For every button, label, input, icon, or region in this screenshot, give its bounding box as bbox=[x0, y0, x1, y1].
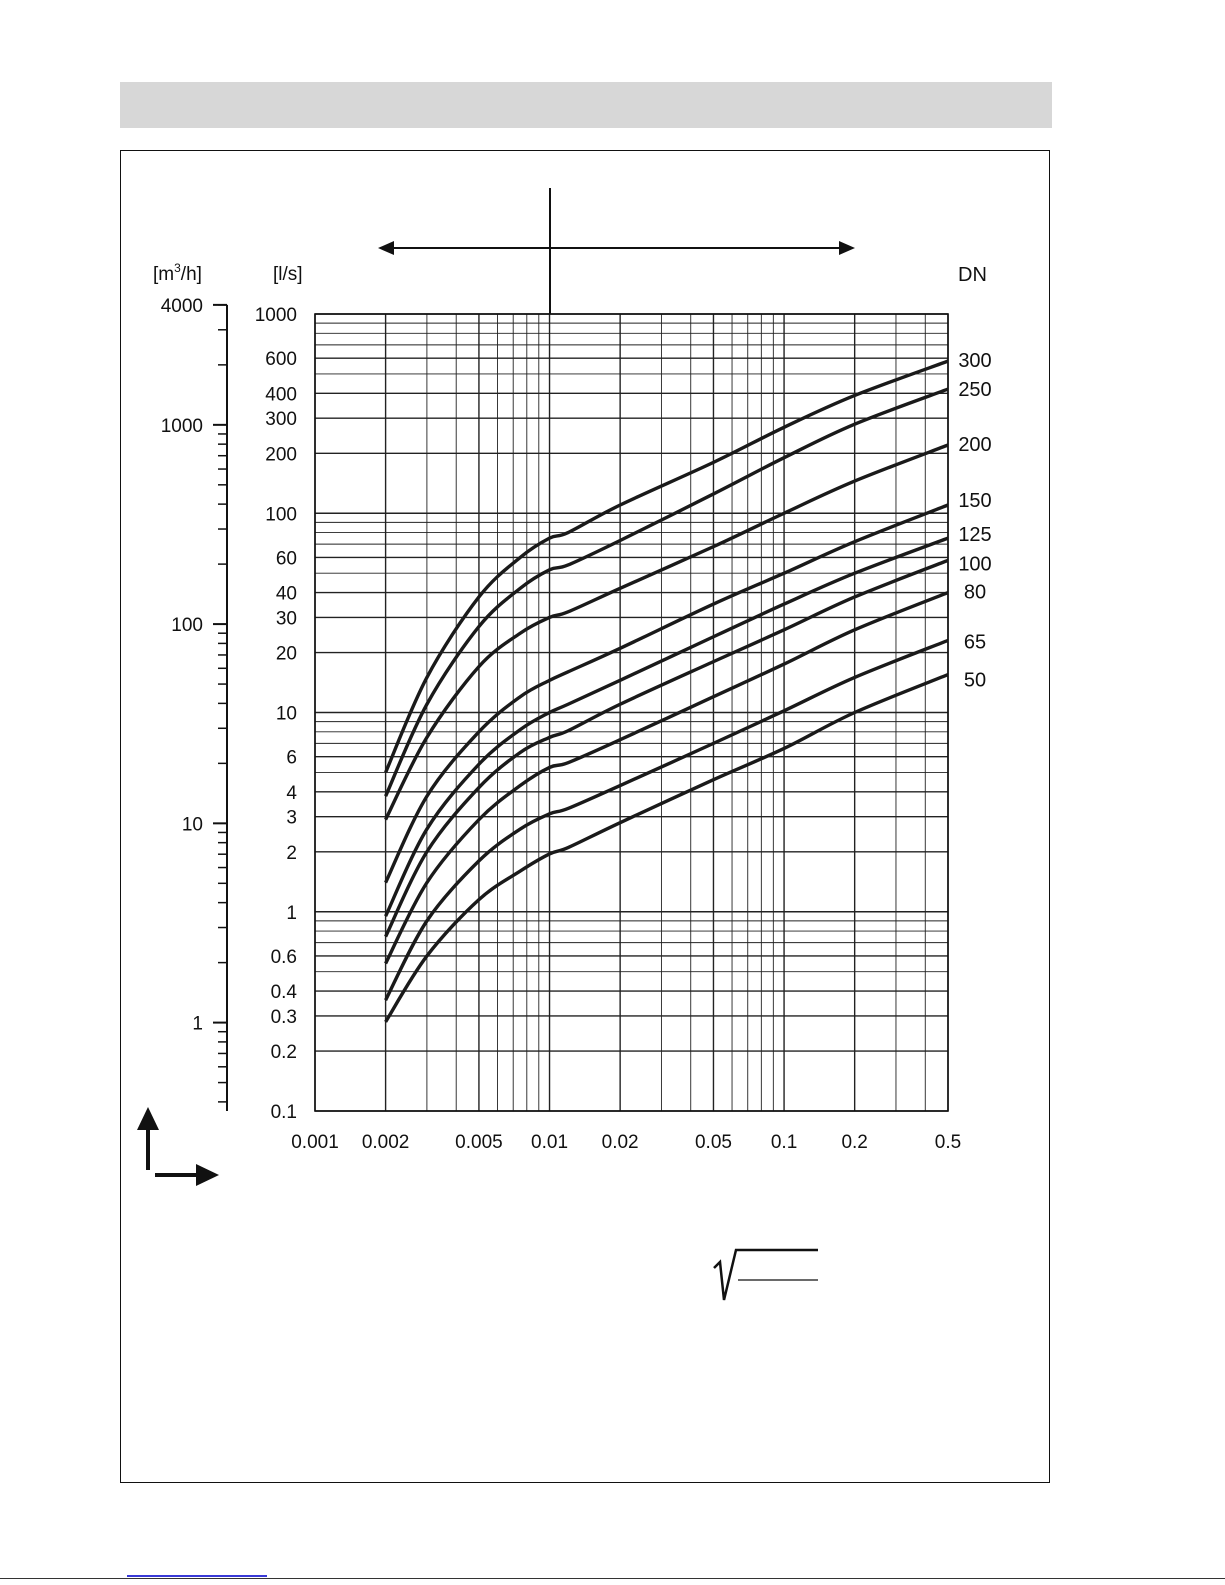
y-ls-tick-label: 300 bbox=[265, 409, 297, 431]
series-label-dn-80: 80 bbox=[963, 581, 987, 604]
footer-link-underline bbox=[127, 1575, 267, 1577]
y-ls-tick-label: 10 bbox=[275, 703, 297, 725]
y-ls-tick-label: 4 bbox=[286, 782, 297, 804]
series-label-dn-50: 50 bbox=[963, 669, 987, 692]
y-ls-unit-label: [l/s] bbox=[273, 264, 303, 285]
y-ls-tick-label: 0.3 bbox=[270, 1006, 297, 1028]
y-ls-tick-label: 30 bbox=[275, 608, 297, 630]
series-curves bbox=[386, 361, 948, 1022]
arrow-left-head bbox=[378, 241, 394, 255]
series-label-dn-300: 300 bbox=[958, 350, 992, 373]
series-curve-dn-50 bbox=[386, 675, 948, 1022]
x-tick-label: 0.2 bbox=[841, 1132, 868, 1153]
x-tick-label: 0.1 bbox=[770, 1132, 798, 1153]
y-ls-tick-label: 2 bbox=[286, 842, 297, 864]
series-label-dn-65: 65 bbox=[963, 631, 987, 654]
y-m3h-axis bbox=[161, 296, 227, 1111]
series-label-dn-150: 150 bbox=[958, 490, 992, 513]
series-label-dn-100: 100 bbox=[958, 553, 992, 576]
x-tick-label: 0.01 bbox=[531, 1132, 569, 1153]
y-ls-tick-label: 100 bbox=[265, 504, 297, 526]
footer-rule bbox=[0, 1578, 1225, 1579]
y-ls-tick-label: 60 bbox=[275, 548, 297, 570]
arrow-right-head bbox=[839, 241, 855, 255]
y-ls-tick-label: 6 bbox=[286, 747, 297, 769]
y-m3h-tick-label: 4000 bbox=[160, 295, 203, 317]
y-ls-tick-label: 400 bbox=[265, 384, 297, 406]
y-ls-tick-label: 0.1 bbox=[270, 1102, 297, 1123]
square-root-symbol bbox=[714, 1250, 818, 1300]
x-tick-label: 0.02 bbox=[601, 1132, 639, 1153]
y-ls-tick-label: 3 bbox=[286, 807, 297, 829]
y-ls-tick-label: 1 bbox=[286, 902, 297, 924]
series-curve-dn-65 bbox=[386, 640, 948, 1000]
y-ls-tick-label: 0.2 bbox=[270, 1042, 297, 1064]
x-tick-label: 0.5 bbox=[934, 1132, 962, 1153]
corner-arrow-up-head bbox=[137, 1107, 159, 1130]
series-label-dn-250: 250 bbox=[958, 379, 992, 402]
x-tick-label: 0.05 bbox=[694, 1132, 732, 1153]
y-m3h-unit-label: $[m^3/h]$ bbox=[153, 261, 202, 285]
series-label-dn-125: 125 bbox=[958, 524, 992, 547]
y-ls-tick-label: 1000 bbox=[254, 305, 297, 326]
y-ls-tick-label: 40 bbox=[275, 583, 297, 605]
y-m3h-tick-label: 1000 bbox=[160, 415, 203, 437]
y-m3h-tick-label: 1 bbox=[192, 1013, 203, 1035]
y-ls-tick-label: 20 bbox=[275, 643, 297, 665]
corner-arrow-right-head bbox=[196, 1164, 219, 1186]
y-ls-tick-label: 0.6 bbox=[270, 946, 297, 968]
x-tick-label: 0.002 bbox=[361, 1132, 410, 1153]
series-title-dn: DN bbox=[958, 264, 987, 286]
x-tick-label: 0.005 bbox=[455, 1132, 503, 1153]
y-ls-tick-label: 0.4 bbox=[270, 982, 297, 1004]
y-ls-tick-label: 200 bbox=[265, 444, 297, 466]
y-ls-tick-label: 600 bbox=[265, 349, 297, 371]
y-m3h-tick-label: 10 bbox=[181, 814, 203, 836]
x-tick-labels bbox=[291, 1132, 961, 1153]
series-labels bbox=[958, 350, 991, 691]
series-label-dn-200: 200 bbox=[958, 434, 992, 457]
x-tick-label: 0.001 bbox=[291, 1132, 339, 1153]
series-curve-dn-150 bbox=[386, 505, 948, 883]
y-m3h-tick-label: 100 bbox=[171, 615, 203, 637]
y-ls-tick-labels bbox=[255, 305, 298, 1123]
